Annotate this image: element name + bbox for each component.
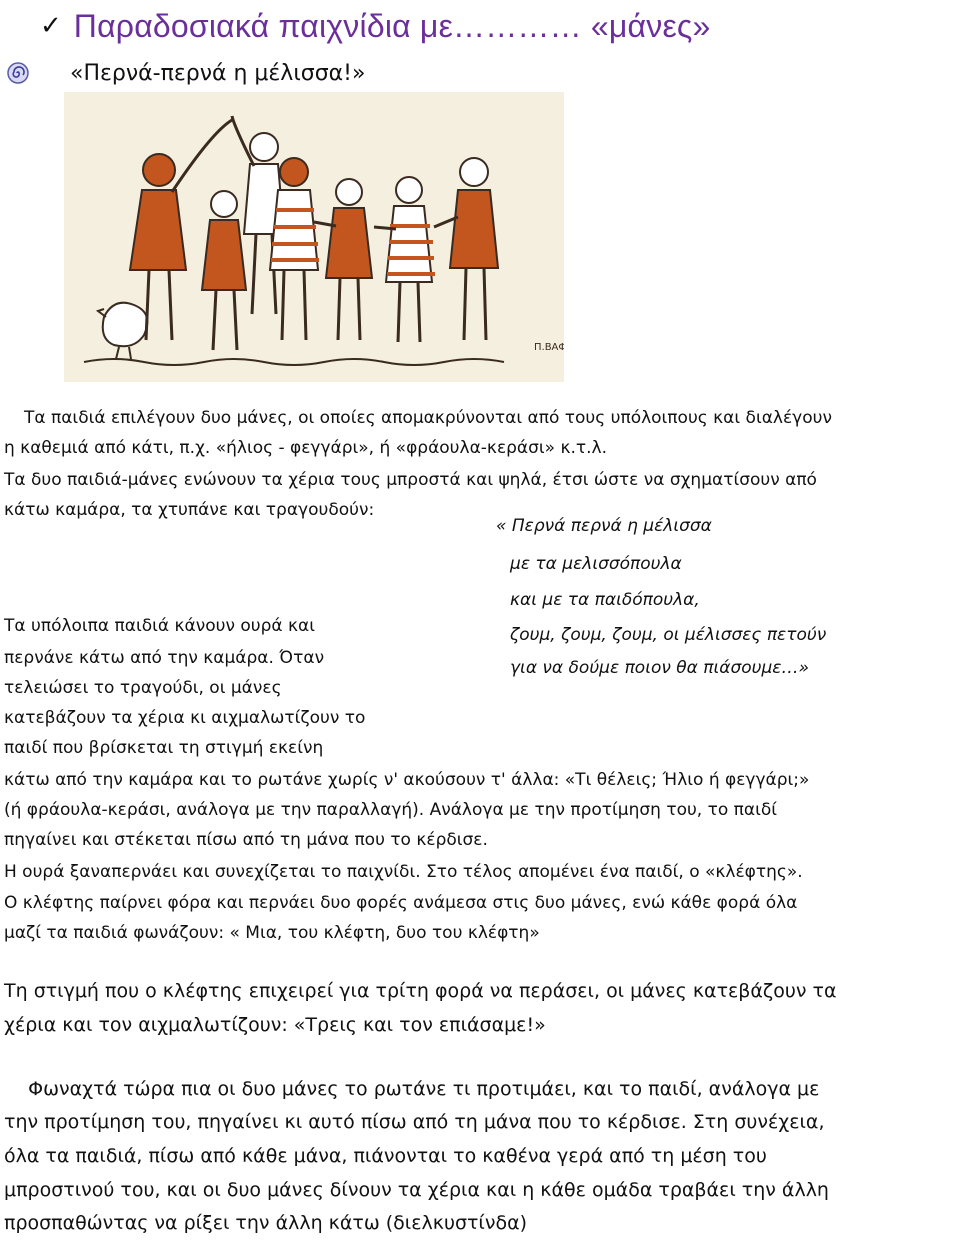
illustration-drawing (64, 92, 564, 382)
song-line: με τα μελισσόπουλα (510, 554, 682, 574)
paragraph-line: πηγαίνει και στέκεται πίσω από τη μάνα που το κέρδισε. (4, 830, 488, 850)
paragraph-line: κάτω από την καμάρα και το ρωτάνε χωρίς ν' ακούσουν τ' άλλα: «Τι θέλεις; Ήλιο ή φεγγάρι;» (4, 770, 810, 790)
game-title: «Περνά-περνά η μέλισσα!» (70, 60, 366, 86)
paragraph-line: Τα δυο παιδιά-μάνες ενώνουν τα χέρια τους μπροστά και ψηλά, έτσι ώστε να σχηματίσουν από (4, 470, 817, 490)
paragraph-line: (ή φράουλα-κεράσι, ανάλογα με την παραλλαγή). Ανάλογα με την προτίμηση του, το παιδί (4, 800, 778, 820)
paragraph-line: τελειώσει το τραγούδι, οι μάνες (4, 678, 282, 698)
quoted-shout: «Τρεις και τον επιάσαμε!» (293, 1014, 546, 1036)
artist-signature: Π.ΒΑΦ (534, 342, 564, 353)
paragraph-line: κάτω καμάρα, τα χτυπάνε και τραγουδούν: (4, 500, 375, 520)
spiral-bullet-icon (6, 61, 30, 85)
paragraph-line: κατεβάζουν τα χέρια κι αιχμαλωτίζουν το (4, 708, 366, 728)
paragraph-line: η καθεμιά από κάτι, π.χ. «ήλιος - φεγγάρι», ή «φράουλα-κεράσι» κ.τ.λ. (4, 438, 607, 458)
paragraph-line: μπροστινού του, και οι δυο μάνες δίνουν τα χέρια και η κάθε ομάδα τραβάει την άλλη (4, 1179, 829, 1201)
song-line: και με τα παιδόπουλα, (510, 590, 700, 610)
check-icon: ✓ (40, 11, 62, 41)
paragraph-line: περνάνε κάτω από την καμάρα. Όταν (4, 648, 325, 668)
paragraph-line: Τα υπόλοιπα παιδιά κάνουν ουρά και (4, 616, 315, 636)
paragraph-text: χέρια και τον αιχμαλωτίζουν: (4, 1014, 294, 1036)
song-line: « Περνά περνά η μέλισσα (496, 516, 712, 536)
paragraph-line: Ο κλέφτης παίρνει φόρα και περνάει δυο φορές ανάμεσα στις δυο μάνες, ενώ κάθε φορά όλα (4, 893, 798, 913)
title-row (40, 6, 711, 46)
song-line: για να δούμε ποιον θα πιάσουμε…» (510, 658, 809, 678)
paragraph-line: όλα τα παιδιά, πίσω από κάθε μάνα, πιάνονται το καθένα γερά από τη μέση του (4, 1145, 767, 1167)
page-title: Παραδοσιακά παιχνίδια με………… «μάνες» (73, 7, 711, 44)
paragraph-line: μαζί τα παιδιά φωνάζουν: « Μια, του κλέφτη, δυο του κλέφτη» (4, 923, 540, 943)
paragraph-line: προσπαθώντας να ρίξει την άλλη κάτω (διελκυστίνδα) (4, 1212, 528, 1234)
paragraph-line: Φωναχτά τώρα πια οι δυο μάνες το ρωτάνε τι προτιμάει, και το παιδί, ανάλογα με (4, 1078, 820, 1100)
paragraph-line: Τα παιδιά επιλέγουν δυο μάνες, οι οποίες απομακρύνονται από τους υπόλοιπους και διαλέγουν (24, 408, 832, 428)
children-game-illustration (64, 92, 564, 382)
paragraph-line: την προτίμηση του, πηγαίνει κι αυτό πίσω από τη μάνα που το κέρδισε. Στη συνέχεια, (4, 1111, 825, 1133)
paragraph-line: Η ουρά ξαναπερνάει και συνεχίζεται το παιχνίδι. Στο τέλος απομένει ένα παιδί, ο «κλέφτης». (4, 862, 803, 882)
song-line: ζουμ, ζουμ, ζουμ, οι μέλισσες πετούν (510, 625, 827, 645)
subtitle-row (6, 56, 365, 90)
paragraph-line (4, 1014, 546, 1036)
paragraph-line: Τη στιγμή που ο κλέφτης επιχειρεί για τρίτη φορά να περάσει, οι μάνες κατεβάζουν τα (4, 980, 837, 1002)
paragraph-line: παιδί που βρίσκεται τη στιγμή εκείνη (4, 738, 324, 758)
